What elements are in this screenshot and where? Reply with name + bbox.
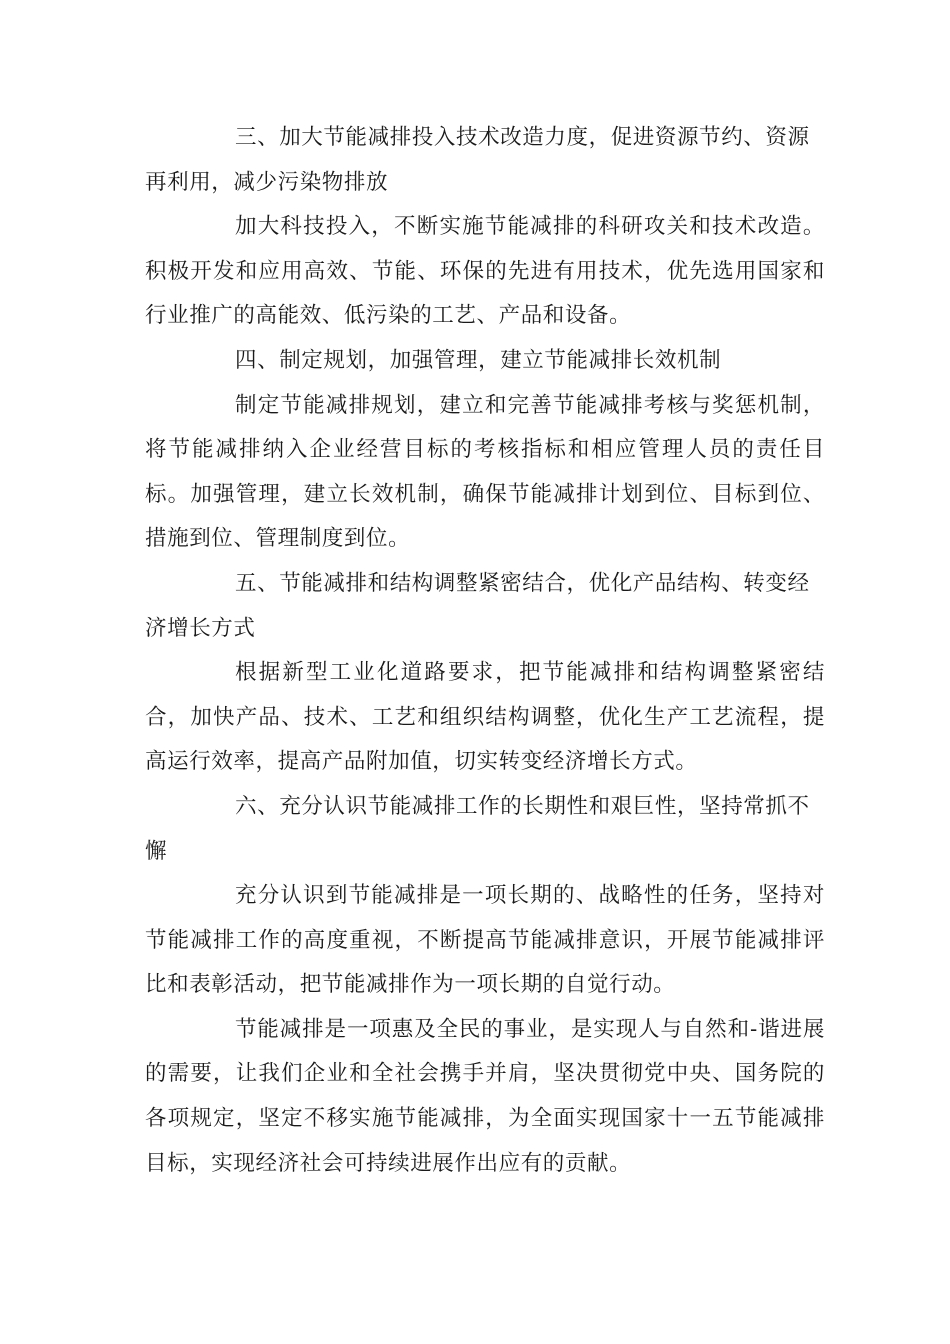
section-heading-3: 三、加大节能减排投入技术改造力度，促进资源节约、资源再利用，减少污染物排放 <box>145 125 810 195</box>
body-paragraph: 充分认识到节能减排是一项长期的、战略性的任务，坚持对节能减排工作的高度重视，不断提高节能减排意识，开展节能减排评比和表彰活动，把节能减排作为一项长期的自觉行动。 <box>145 883 825 998</box>
body-paragraph: 根据新型工业化道路要求，把节能减排和结构调整紧密结合，加快产品、技术、工艺和组织结构调整，优化生产工艺流程，提高运行效率，提高产品附加值，切实转变经济增长方式。 <box>145 660 825 775</box>
body-paragraph: 制定节能减排规划，建立和完善节能减排考核与奖惩机制，将节能减排纳入企业经营目标的考核指标和相应管理人员的责任目标。加强管理，建立长效机制，确保节能减排计划到位、目标到位、措施到位、管理制度到位。 <box>145 392 825 552</box>
document-body <box>145 116 825 1186</box>
body-paragraph: 加大科技投入，不断实施节能减排的科研攻关和技术改造。积极开发和应用高效、节能、环保的先进有用技术，优先选用国家和行业推广的高能效、低污染的工艺、产品和设备。 <box>145 214 825 329</box>
section-heading-5: 五、节能减排和结构调整紧密结合，优化产品结构、转变经济增长方式 <box>145 570 810 641</box>
section-heading-6: 六、充分认识节能减排工作的长期性和艰巨性，坚持常抓不懈 <box>145 793 810 864</box>
section-heading-4: 四、制定规划，加强管理，建立节能减排长效机制 <box>235 347 722 373</box>
closing-paragraph: 节能减排是一项惠及全民的事业，是实现人与自然和-谐进展的需要，让我们企业和全社会携手并肩，坚决贯彻党中央、国务院的各项规定，坚定不移实施节能减排，为全面实现国家十一五节能减排目标，实现经济社会可持续进展作出应有的贡献。 <box>145 1016 825 1176</box>
